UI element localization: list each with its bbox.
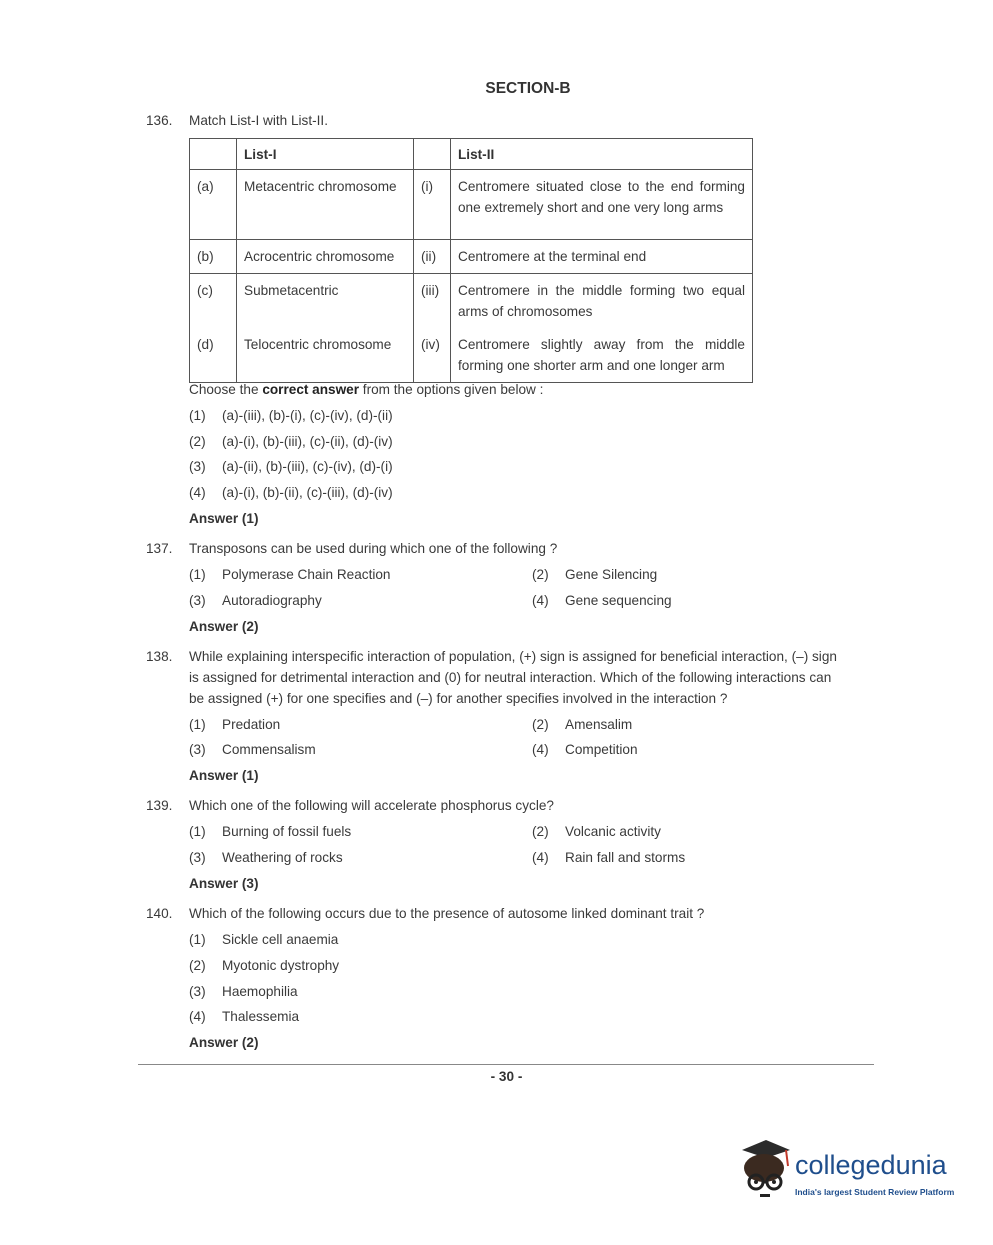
answer: Answer (2) bbox=[189, 619, 259, 634]
answer: Answer (1) bbox=[189, 511, 259, 526]
option: (2) (a)-(i), (b)-(iii), (c)-(ii), (d)-(iv) bbox=[189, 434, 393, 449]
question-text: Transposons can be used during which one of the following ? bbox=[189, 541, 558, 556]
question-number: 139. bbox=[146, 798, 173, 813]
option: (3) Autoradiography bbox=[189, 593, 322, 608]
question-text-line: be assigned (+) for one specifies and (–) for another specifies involved in the interaction ? bbox=[189, 691, 728, 706]
option: (3) Weathering of rocks bbox=[189, 850, 343, 865]
option: (2) Volcanic activity bbox=[532, 824, 661, 839]
option: (3) Haemophilia bbox=[189, 984, 298, 999]
footer-divider bbox=[138, 1064, 874, 1065]
question-text: Which of the following occurs due to the presence of autosome linked dominant trait ? bbox=[189, 906, 705, 921]
table-row: (a) Metacentric chromosome (i) Centromere situated close to the end forming one extremely short and one very long arms bbox=[190, 170, 753, 240]
option: (2) Amensalim bbox=[532, 717, 633, 732]
option: (1) Burning of fossil fuels bbox=[189, 824, 352, 839]
option: (2) Gene Silencing bbox=[532, 567, 658, 582]
option: (3) (a)-(ii), (b)-(iii), (c)-(iv), (d)-(i) bbox=[189, 459, 393, 474]
question-number: 137. bbox=[146, 541, 173, 556]
answer: Answer (2) bbox=[189, 1035, 259, 1050]
section-title: SECTION-B bbox=[485, 80, 571, 97]
option: (1) Sickle cell anaemia bbox=[189, 932, 339, 947]
match-table bbox=[189, 138, 753, 383]
question-text: Match List-I with List-II. bbox=[189, 113, 328, 128]
option: (1) (a)-(iii), (b)-(i), (c)-(iv), (d)-(ii) bbox=[189, 408, 393, 423]
table-row: (b) Acrocentric chromosome (ii) Centromere at the terminal end bbox=[190, 240, 753, 274]
question-text-line: is assigned for detrimental interaction and (0) for neutral interaction. Which of the following interactions can bbox=[189, 670, 832, 685]
option: (4) Gene sequencing bbox=[532, 593, 672, 608]
table-header-row bbox=[190, 139, 753, 170]
option: (2) Myotonic dystrophy bbox=[189, 958, 340, 973]
instruction-text: Choose the correct answer from the options given below : bbox=[189, 382, 544, 397]
logo-tagline: India's largest Student Review Platform bbox=[795, 1187, 955, 1197]
option: (1) Polymerase Chain Reaction bbox=[189, 567, 391, 582]
question-text: Which one of the following will accelerate phosphorus cycle? bbox=[189, 798, 554, 813]
option: (1) Predation bbox=[189, 717, 281, 732]
list-ii-header: List-II bbox=[451, 139, 753, 170]
option: (4) Competition bbox=[532, 742, 638, 757]
question-text-line: While explaining interspecific interaction of population, (+) sign is assigned for beneficial interaction, (–) sign bbox=[189, 649, 837, 664]
page-number: - 30 - bbox=[490, 1069, 523, 1084]
question-number: 140. bbox=[146, 906, 173, 921]
answer: Answer (3) bbox=[189, 876, 259, 891]
answer: Answer (1) bbox=[189, 768, 259, 783]
question-number: 138. bbox=[146, 649, 173, 664]
logo-wordmark: collegedunia bbox=[795, 1150, 947, 1180]
option: (4) Thalessemia bbox=[189, 1009, 300, 1024]
table-row: (c) Submetacentric (iii) Centromere in the middle forming two equal arms of chromosomes bbox=[190, 274, 753, 329]
list-i-header: List-I bbox=[237, 139, 414, 170]
question-number: 136. bbox=[146, 113, 173, 128]
option: (3) Commensalism bbox=[189, 742, 316, 757]
option: (4) (a)-(i), (b)-(ii), (c)-(iii), (d)-(iv) bbox=[189, 485, 393, 500]
table-row: (d) Telocentric chromosome (iv) Centromere slightly away from the middle forming one shorter arm and one longer arm bbox=[190, 328, 753, 383]
option: (4) Rain fall and storms bbox=[532, 850, 686, 865]
